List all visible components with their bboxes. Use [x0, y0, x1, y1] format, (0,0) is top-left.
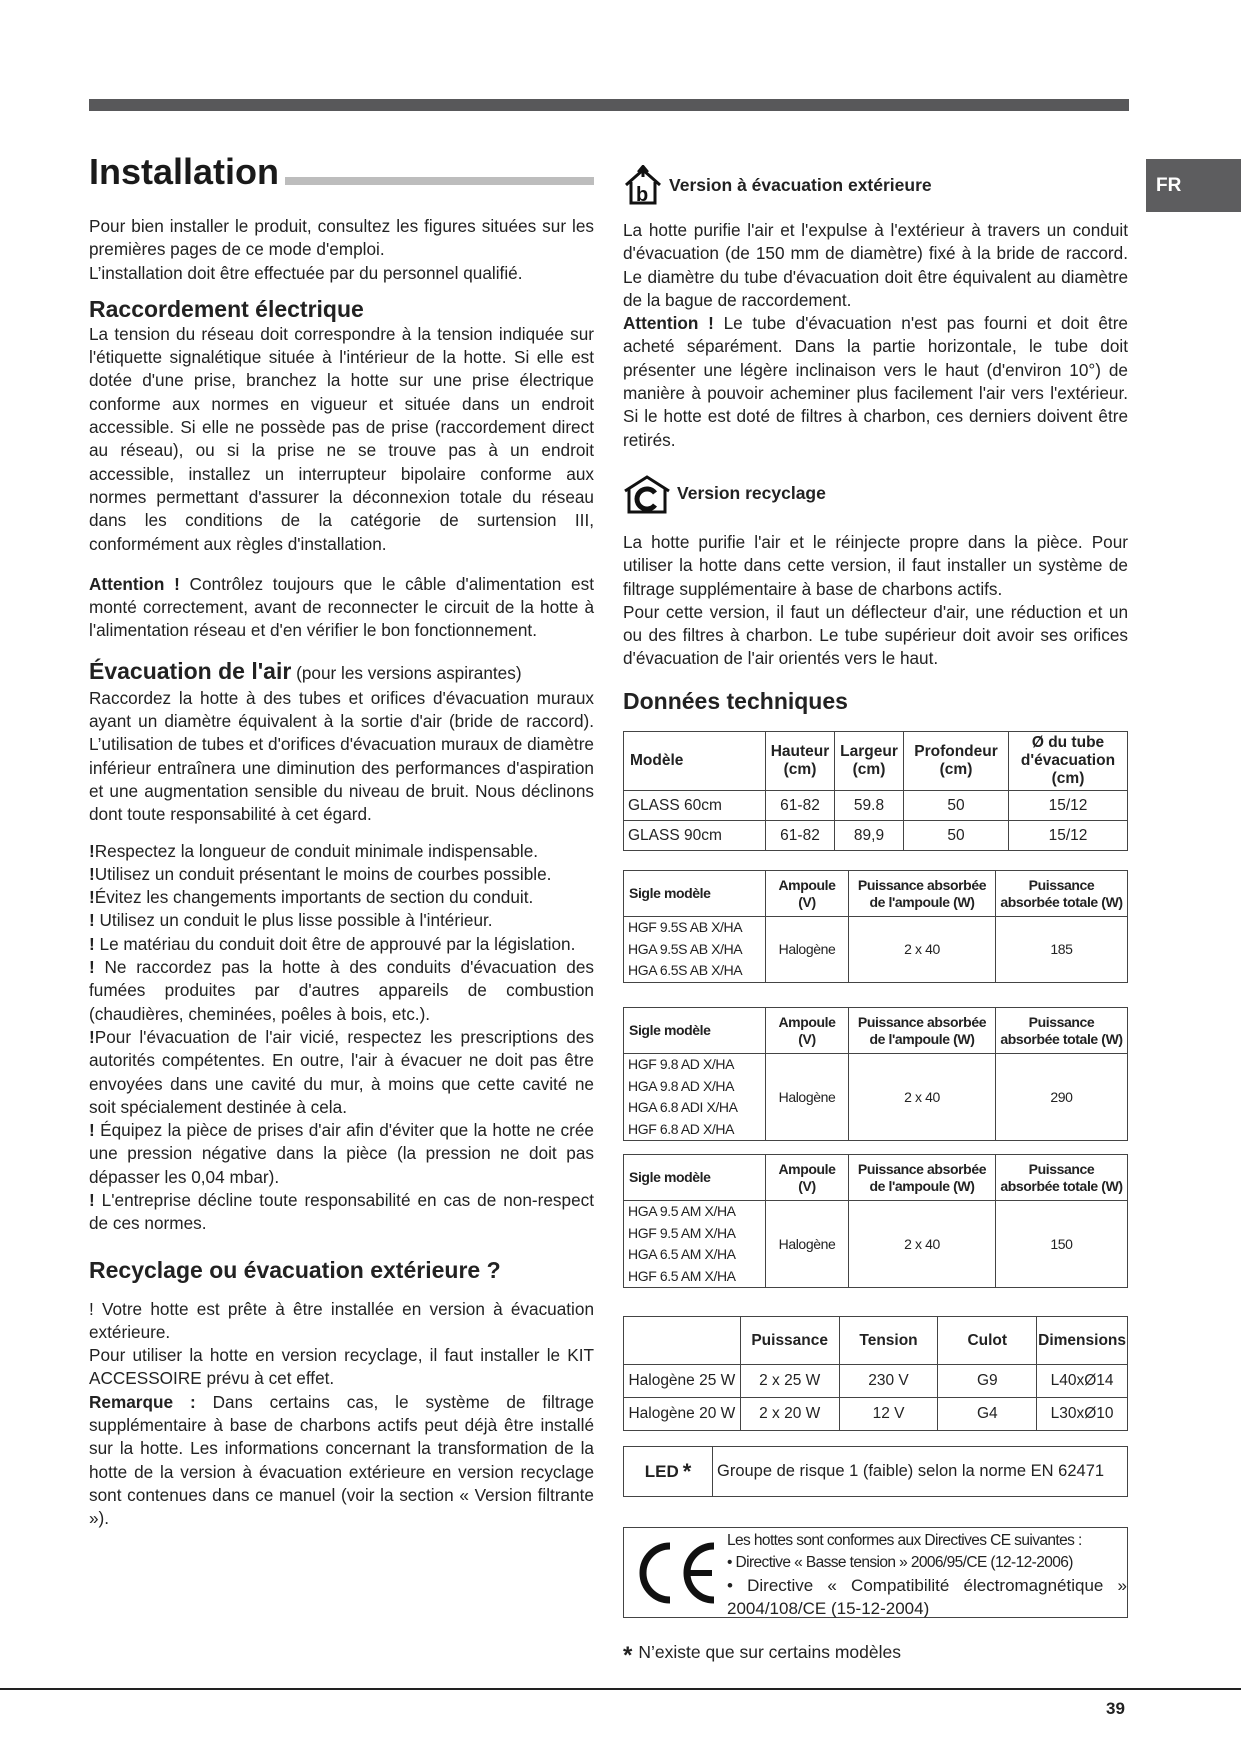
- title-rule: [285, 177, 594, 185]
- ce-compliance-box: [623, 1527, 1128, 1618]
- warning-mark: !: [89, 910, 95, 931]
- model-code: HGF 9.5S AB X/HA: [628, 919, 743, 935]
- warning-mark: !: [89, 1189, 95, 1210]
- model-list: [624, 1201, 766, 1288]
- evac-heading: [89, 657, 594, 687]
- bulb-table-2: [623, 1007, 1128, 1141]
- table-cell: 61-82: [766, 791, 835, 821]
- evac-subtitle: (pour les versions aspirantes): [291, 662, 522, 683]
- warning-list: [89, 840, 594, 1236]
- table-cell: G4: [938, 1398, 1037, 1431]
- warning-text: Équipez la pièce de prises d'air afin d'éviter que la hotte ne crée une pression négative dans la pièce (la pression ne doit pas dépasser les 0,04 mbar).: [89, 1120, 594, 1187]
- table-row: [624, 917, 1128, 983]
- table-cell: 12 V: [839, 1398, 938, 1431]
- warning-mark: !: [89, 887, 95, 908]
- model-code: HGF 9.8 AD X/HA: [628, 1056, 735, 1072]
- warning-mark: !: [89, 840, 95, 861]
- table-cell: 89,9: [835, 821, 904, 851]
- table-cell: 61-82: [766, 821, 835, 851]
- column-header: Puissance absorbée totale (W): [996, 871, 1128, 917]
- table-row: [624, 1398, 1128, 1431]
- column-header: Sigle modèle: [624, 871, 766, 917]
- warning-item: [89, 1119, 594, 1189]
- model-code: HGF 6.8 AD X/HA: [628, 1120, 735, 1137]
- table-cell: Halogène 25 W: [624, 1365, 741, 1398]
- warning-item: [89, 956, 594, 1026]
- column-header: Sigle modèle: [624, 1155, 766, 1201]
- model-code: HGA 6.5S AB X/HA: [628, 962, 743, 978]
- warning-item: [89, 886, 594, 909]
- column-header: Tension: [839, 1317, 938, 1365]
- column-header: Puissance absorbée totale (W): [996, 1008, 1128, 1054]
- footnote-asterisk: *: [623, 1642, 633, 1669]
- ext-body: La hotte purifie l'air et l'expulse à l'extérieur à travers un conduit d'évacuation (de 150 mm de diamètre) fixé à la bride de raccord. Le diamètre du tube d'évacuation doit être équivalent au diamètre de la bague de raccordement.: [623, 220, 1128, 310]
- recycling-version-icon: [623, 473, 671, 515]
- column-header: Puissance absorbée de l'ampoule (W): [849, 1155, 996, 1201]
- led-risk-box: [623, 1446, 1128, 1497]
- elec-attention: [89, 573, 594, 643]
- table-cell: G9: [938, 1365, 1037, 1398]
- bottom-rule: [0, 1688, 1241, 1690]
- column-header: Puissance absorbée de l'ampoule (W): [849, 871, 996, 917]
- table-row: [624, 791, 1128, 821]
- model-list: [624, 917, 766, 983]
- warning-item: [89, 1189, 594, 1236]
- table-cell: 2 x 25 W: [740, 1365, 839, 1398]
- table-cell: L40xØ14: [1037, 1365, 1128, 1398]
- right-column: [623, 170, 1128, 715]
- attention-text: Le tube d'évacuation n'est pas fourni et doit être acheté séparément. Dans la partie horizontale, le tube doit présenter une légère inclinaison vers le haut (d'environ 10°) de manière à pouvoir acheminer plus facilement l'air vers l'extérieur. Si le hotte est doté de filtres à charbon, ces derniers doivent être retirés.: [623, 313, 1128, 450]
- recyc-heading: Recyclage ou évacuation extérieure ?: [89, 1256, 501, 1283]
- column-header: Culot: [938, 1317, 1037, 1365]
- column-header: Hauteur (cm): [766, 732, 835, 791]
- table-header-row: [624, 1155, 1128, 1201]
- warning-text: Évitez les changements importants de section du conduit.: [94, 887, 534, 908]
- dimensions-table: [623, 731, 1128, 851]
- warning-item: [89, 909, 594, 932]
- model-code: HGF 6.5 AM X/HA: [628, 1267, 736, 1284]
- table-cell: 2 x 40: [849, 1201, 996, 1288]
- table-cell: 2 x 20 W: [740, 1398, 839, 1431]
- led-asterisk: *: [682, 1458, 692, 1484]
- column-header: Profondeur (cm): [904, 732, 1009, 791]
- svg-text:b: b: [636, 184, 649, 206]
- tech-heading: Données techniques: [623, 687, 848, 714]
- top-rule: [89, 99, 1129, 111]
- column-header: Puissance: [740, 1317, 839, 1365]
- warning-item: [89, 933, 594, 956]
- table-cell: 185: [996, 917, 1128, 983]
- warning-text: Le matériau du conduit doit être de approuvé par la législation.: [94, 933, 576, 954]
- column-header: Ampoule (V): [766, 871, 849, 917]
- model-code: HGA 9.5S AB X/HA: [628, 940, 743, 957]
- evac-body: Raccordez la hotte à des tubes et orifices d'évacuation muraux ayant un diamètre équivalent à la sortie d'air (bride de raccord). L’utilisation de tubes et d'orifices d'évacuation muraux de diamètre inférieur entraînera une diminution des performances d'aspiration et une augmentation sensible du niveau de bruit. Nous déclinons dont toute responsabilité à cet égard.: [89, 687, 594, 825]
- table-cell: 230 V: [839, 1365, 938, 1398]
- warning-text: Pour l'évacuation de l'air vicié, respectez les prescriptions des autorités compétentes. En outre, l'air à évacuer ne doit pas être envoyées dans une cavité du mur, à moins que cette cavité ne soit spécialement destinée à cela.: [89, 1026, 594, 1117]
- column-header: Sigle modèle: [624, 1008, 766, 1054]
- warning-item: [89, 863, 594, 886]
- table-cell: 50: [904, 791, 1009, 821]
- ce-mark-icon: [624, 1528, 727, 1617]
- table-cell: 59.8: [835, 791, 904, 821]
- column-header: Ampoule (V): [766, 1155, 849, 1201]
- led-label-cell: [624, 1447, 713, 1496]
- table-cell: 15/12: [1009, 821, 1128, 851]
- ce-intro: Les hottes sont conformes aux Directives CE suivantes :: [727, 1532, 1082, 1549]
- column-header: Dimensions: [1037, 1317, 1128, 1365]
- remark-label: Remarque :: [89, 1391, 196, 1412]
- exhaust-version-icon: [623, 165, 663, 207]
- column-header: Modèle: [624, 732, 766, 791]
- led-risk-text: Groupe de risque 1 (faible) selon la norme EN 62471: [717, 1462, 1105, 1480]
- table-cell: GLASS 60cm: [624, 791, 766, 821]
- page-title: Installation: [89, 151, 280, 192]
- table-header-row: [624, 1317, 1128, 1365]
- column-header: Puissance absorbée de l'ampoule (W): [849, 1008, 996, 1054]
- bulb-table-3: [623, 1154, 1128, 1288]
- intro-paragraph-1: Pour bien installer le produit, consultez les figures situées sur les premières pages de ce mode d'emploi.: [89, 216, 594, 260]
- recyc-paragraph-2: Pour utiliser la hotte en version recyclage, il faut installer le KIT ACCESSOIRE prévu à cet effet.: [89, 1345, 594, 1389]
- table-cell: 50: [904, 821, 1009, 851]
- footnote: [623, 1642, 901, 1670]
- table-header-row: [624, 1008, 1128, 1054]
- bulb-table-1: [623, 870, 1128, 983]
- left-column: [89, 150, 594, 1531]
- table-row: [624, 1201, 1128, 1288]
- table-cell: 2 x 40: [849, 917, 996, 983]
- recyc-version-paragraph-1: La hotte purifie l'air et le réinjecte propre dans la pièce. Pour utiliser la hotte dans cette version, il faut installer un système de filtrage supplémentaire à base de charbons actifs.: [623, 531, 1128, 599]
- table-row: [624, 821, 1128, 851]
- model-code: HGA 9.8 AD X/HA: [628, 1077, 735, 1094]
- recyc-version-paragraph-2: Pour cette version, il faut un déflecteur d'air, une réduction et un ou des filtres à charbon. Le tube supérieur doit avoir ses orifices d'évacuation de l'air orientés vers le haut.: [623, 601, 1128, 669]
- led-label: LED: [644, 1461, 679, 1481]
- warning-mark: !: [89, 957, 95, 978]
- language-tab: [1146, 159, 1241, 212]
- attention-label: Attention !: [89, 573, 180, 594]
- table-cell: Halogène: [766, 917, 849, 983]
- ce-directive-1: • Directive « Basse tension » 2006/95/CE (12-12-2006): [727, 1554, 1073, 1571]
- ce-directives: [727, 1528, 1127, 1617]
- attention-label: Attention !: [623, 313, 714, 334]
- column-header: Ampoule (V): [766, 1008, 849, 1054]
- remark-text: Dans certains cas, le système de filtrage supplémentaire à base de charbons actifs peut déjà être installé sur la hotte. Les informations concernant la transformation de la hotte de la version à évacuation extérieure en version recyclage sont contenues dans ce manuel (voir la section « Version filtrante »).: [89, 1391, 595, 1529]
- recyc-version-title: Version recyclage: [677, 483, 826, 504]
- warning-text: Utilisez un conduit présentant le moins de courbes possible.: [94, 863, 552, 884]
- table-cell: 2 x 40: [849, 1054, 996, 1141]
- title-row: [89, 150, 594, 194]
- ce-directive-2: • Directive « Compatibilité électromagnétique » 2004/108/CE (15-12-2004): [727, 1576, 1127, 1618]
- column-header: [624, 1317, 741, 1365]
- table-cell: 290: [996, 1054, 1128, 1141]
- recyc-version-heading: [623, 471, 1128, 517]
- warning-item: [89, 1026, 594, 1119]
- language-label: FR: [1156, 174, 1182, 196]
- table-cell: 15/12: [1009, 791, 1128, 821]
- ext-attention: [623, 312, 1128, 452]
- table-header-row: [624, 732, 1128, 791]
- table-cell: Halogène 20 W: [624, 1398, 741, 1431]
- warning-mark: !: [89, 933, 95, 954]
- warning-text: Utilisez un conduit le plus lisse possible à l'intérieur.: [94, 910, 493, 931]
- recyc-remark: [89, 1391, 594, 1531]
- warning-item: [89, 840, 594, 863]
- model-code: HGA 9.5 AM X/HA: [628, 1203, 736, 1219]
- elec-heading: Raccordement électrique: [89, 295, 364, 322]
- footnote-text: N’existe que sur certains modèles: [638, 1642, 901, 1662]
- lamps-table: [623, 1316, 1128, 1431]
- column-header: Largeur (cm): [835, 732, 904, 791]
- page-number: 39: [1106, 1699, 1125, 1718]
- warning-text: L'entreprise décline toute responsabilité en cas de non-respect de ces normes.: [89, 1189, 594, 1234]
- table-cell: Halogène: [766, 1201, 849, 1288]
- model-code: HGF 9.5 AM X/HA: [628, 1224, 736, 1241]
- warning-mark: !: [89, 863, 95, 884]
- recyc-paragraph-1: ! Votre hotte est prête à être installée en version à évacuation extérieure.: [89, 1298, 594, 1342]
- model-code: HGA 6.8 ADI X/HA: [628, 1099, 738, 1115]
- table-row: [624, 1365, 1128, 1398]
- warning-text: Ne raccordez pas la hotte à des conduits d'évacuation des fumées produites par d'autres appareils de combustion (chaudières, cheminées, poêles à bois, etc.).: [89, 957, 594, 1024]
- intro-paragraph-2: L’installation doit être effectuée par du personnel qualifié.: [89, 262, 523, 283]
- model-list: [624, 1054, 766, 1141]
- attention-text: Contrôlez toujours que le câble d'alimentation est monté correctement, avant de reconnecter le circuit de la hotte à l'alimentation réseau et d'en vérifier le bon fonctionnement.: [89, 573, 594, 641]
- warning-mark: !: [89, 1026, 95, 1047]
- warning-text: Respectez la longueur de conduit minimale indispensable.: [94, 840, 539, 861]
- ext-heading: [623, 163, 1128, 209]
- table-cell: 150: [996, 1201, 1128, 1288]
- table-cell: GLASS 90cm: [624, 821, 766, 851]
- table-cell: L30xØ10: [1037, 1398, 1128, 1431]
- evac-title: Évacuation de l'air: [89, 657, 292, 684]
- model-code: HGA 6.5 AM X/HA: [628, 1246, 736, 1262]
- table-cell: Halogène: [766, 1054, 849, 1141]
- column-header: Puissance absorbée totale (W): [996, 1155, 1128, 1201]
- column-header: Ø du tube d'évacuation (cm): [1009, 732, 1128, 791]
- table-header-row: [624, 871, 1128, 917]
- table-row: [624, 1054, 1128, 1141]
- elec-body: La tension du réseau doit correspondre à la tension indiquée sur l'étiquette signalétique située à l'intérieur de la hotte. Si elle est dotée d'une prise, branchez la hotte sur une prise électrique conforme aux normes en vigueur et située dans un endroit accessible. Si elle ne possède pas de prise (raccordement direct au réseau), ou si la prise ne se trouve pas à un endroit accessible, installez un interrupteur bipolaire conforme aux normes permettant d'assurer la déconnexion totale du réseau dans les conditions de la catégorie de surtension III, conformément aux règles d'installation.: [89, 323, 594, 554]
- warning-mark: !: [89, 1120, 95, 1141]
- ext-title: Version à évacuation extérieure: [669, 175, 932, 196]
